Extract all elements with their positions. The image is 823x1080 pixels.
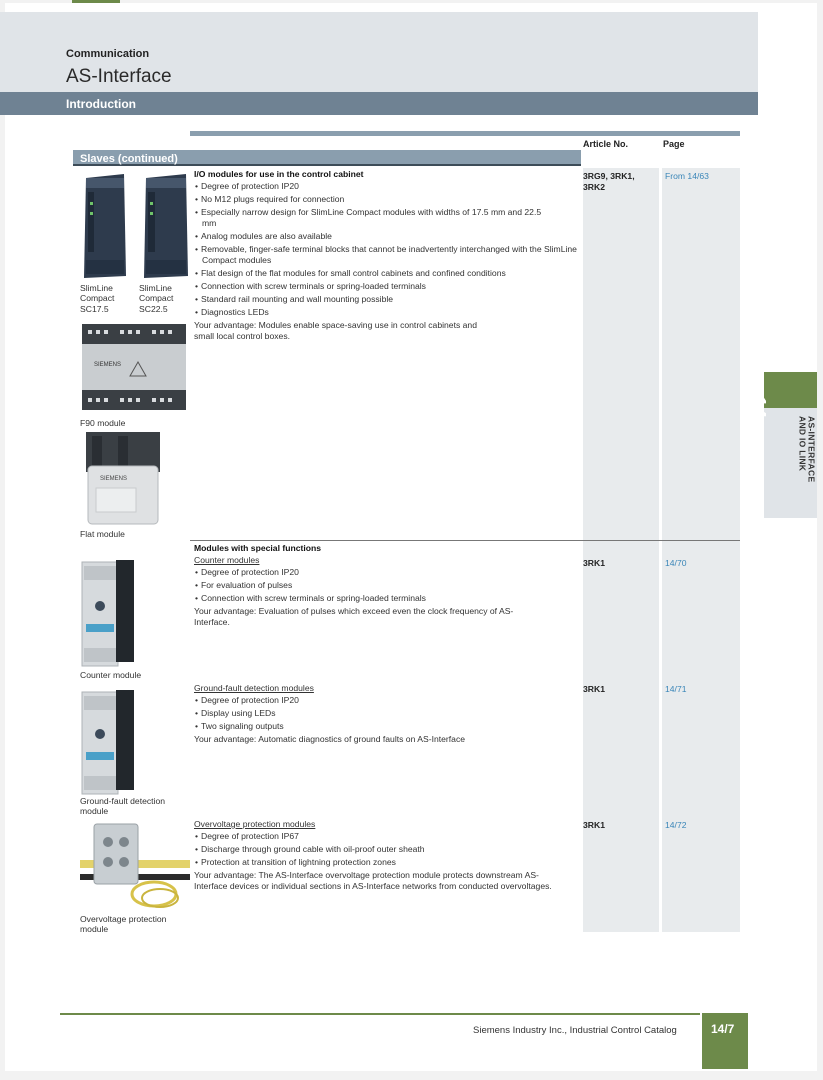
caption-flat: Flat module [80,529,125,539]
overvoltage-advantage: Your advantage: The AS-Interface overvoltage protection module protects downstream AS-Interface devices or individual sections in AS-Interface networks from conducted overvoltages. [194,870,552,892]
caption-sc175 [80,283,114,314]
table-top-rule [190,131,740,136]
list-item: • Connection with screw terminals or spring-loaded terminals [194,593,582,604]
overvoltage-bullet-list [194,831,582,868]
caption-line: SlimLine [80,283,113,293]
page-header: Page [663,139,685,149]
f90-module-image [80,318,190,414]
io-modules-title: I/O modules for use in the control cabinet [194,169,364,179]
special-functions-title: Modules with special functions [194,543,322,553]
ground-article-no: 3RK1 [583,684,605,694]
caption-line: SlimLine [139,283,172,293]
siemens-logo-text: SIEMENS [100,476,128,482]
section-label: Communication [66,48,150,60]
ground-fault-block [194,683,582,745]
chapter-number: 14 [747,396,769,419]
flat-module-image [82,430,164,530]
footer-rule [60,1013,700,1015]
footer-text: Siemens Industry Inc., Industrial Control Catalog [473,1025,677,1036]
io-modules-block [194,169,582,343]
list-item: • Standard rail mounting and wall mounting possible [194,294,582,305]
chapter-label-line: AS-INTERFACE [806,416,817,483]
caption-line: Ground-fault detection [80,796,166,806]
ground-fault-module-image [80,688,136,796]
overvoltage-page-link[interactable]: 14/72 [665,820,687,830]
counter-page-link[interactable]: 14/70 [665,558,687,568]
caption-line: Compact [80,293,115,304]
list-item: • Analog modules are also available [194,231,582,242]
caption-counter: Counter module [80,670,142,680]
section-divider [190,540,740,541]
list-item: • Protection at transition of lightning protection zones [194,857,582,868]
counter-advantage: Your advantage: Evaluation of pulses which exceed even the clock frequency of AS-Interface. [194,606,514,628]
counter-module-image [80,558,136,668]
counter-block [194,543,582,629]
caption-line: module [80,924,109,935]
list-item: • Removable, finger-safe terminal blocks that cannot be inadvertently interchanged with the SlimLine Compact modules [194,244,582,266]
list-item: • Degree of protection IP67 [194,831,582,842]
list-item: • No M12 plugs required for connection [194,194,582,205]
counter-bullet-list [194,567,582,604]
ground-bullet-list [194,695,582,732]
overvoltage-block [194,819,582,892]
article-column-bg [583,168,659,932]
page-number: 14/7 [711,1022,735,1036]
list-item: • Diagnostics LEDs [194,307,582,318]
list-item: • For evaluation of pulses [194,580,582,591]
overvoltage-subtitle: Overvoltage protection modules [194,819,316,829]
counter-article-no: 3RK1 [583,558,605,568]
slimline-sc225-image [140,172,192,280]
caption-line: Compact [139,293,174,304]
caption-line: SC22.5 [139,303,168,314]
ground-advantage: Your advantage: Automatic diagnostics of ground faults on AS-Interface [194,734,466,745]
caption-line: Overvoltage protection [80,914,167,924]
article-no-header: Article No. [583,139,629,149]
io-bullet-list [194,181,582,318]
caption-overvoltage [80,914,166,935]
overvoltage-module-image [80,820,190,912]
caption-ground [80,796,165,817]
list-item: • Two signaling outputs [194,721,582,732]
slimline-sc175-image [80,172,130,280]
siemens-logo-text: SIEMENS [94,362,122,368]
list-item: • Display using LEDs [194,708,582,719]
overvoltage-article-no: 3RK1 [583,820,605,830]
list-item: • Degree of protection IP20 [194,181,582,192]
list-item: • Discharge through ground cable with oil-proof outer sheath [194,844,582,855]
caption-f90: F90 module [80,418,126,428]
page-title: AS-Interface [66,66,172,87]
top-accent-bar [72,0,120,3]
ground-fault-subtitle: Ground-fault detection modules [194,683,314,693]
list-item: • Especially narrow design for SlimLine Compact modules with widths of 17.5 mm and 22.5 mm [194,207,544,229]
ground-page-link[interactable]: 14/71 [665,684,687,694]
subsection-label: Introduction [66,97,136,111]
list-item: • Degree of protection IP20 [194,695,582,706]
io-page-link[interactable]: From 14/63 [665,171,709,181]
chapter-label-line: AND IO LINK [797,416,808,472]
caption-line: SC17.5 [80,303,109,314]
list-item: • Degree of protection IP20 [194,567,582,578]
list-item: • Connection with screw terminals or spring-loaded terminals [194,281,582,292]
io-article-no: 3RG9, 3RK1, 3RK2 [583,171,635,192]
caption-line: module [80,806,109,817]
io-advantage: Your advantage: Modules enable space-saving use in control cabinets and small local control boxes. [194,320,477,342]
chapter-label [797,416,816,482]
page-column-bg [662,168,740,932]
group-label: Slaves (continued) [80,153,178,165]
caption-sc225 [139,283,173,314]
counter-subtitle: Counter modules [194,555,260,566]
list-item: • Flat design of the flat modules for small control cabinets and confined conditions [194,268,582,279]
chapter-tab-accent [764,372,817,408]
